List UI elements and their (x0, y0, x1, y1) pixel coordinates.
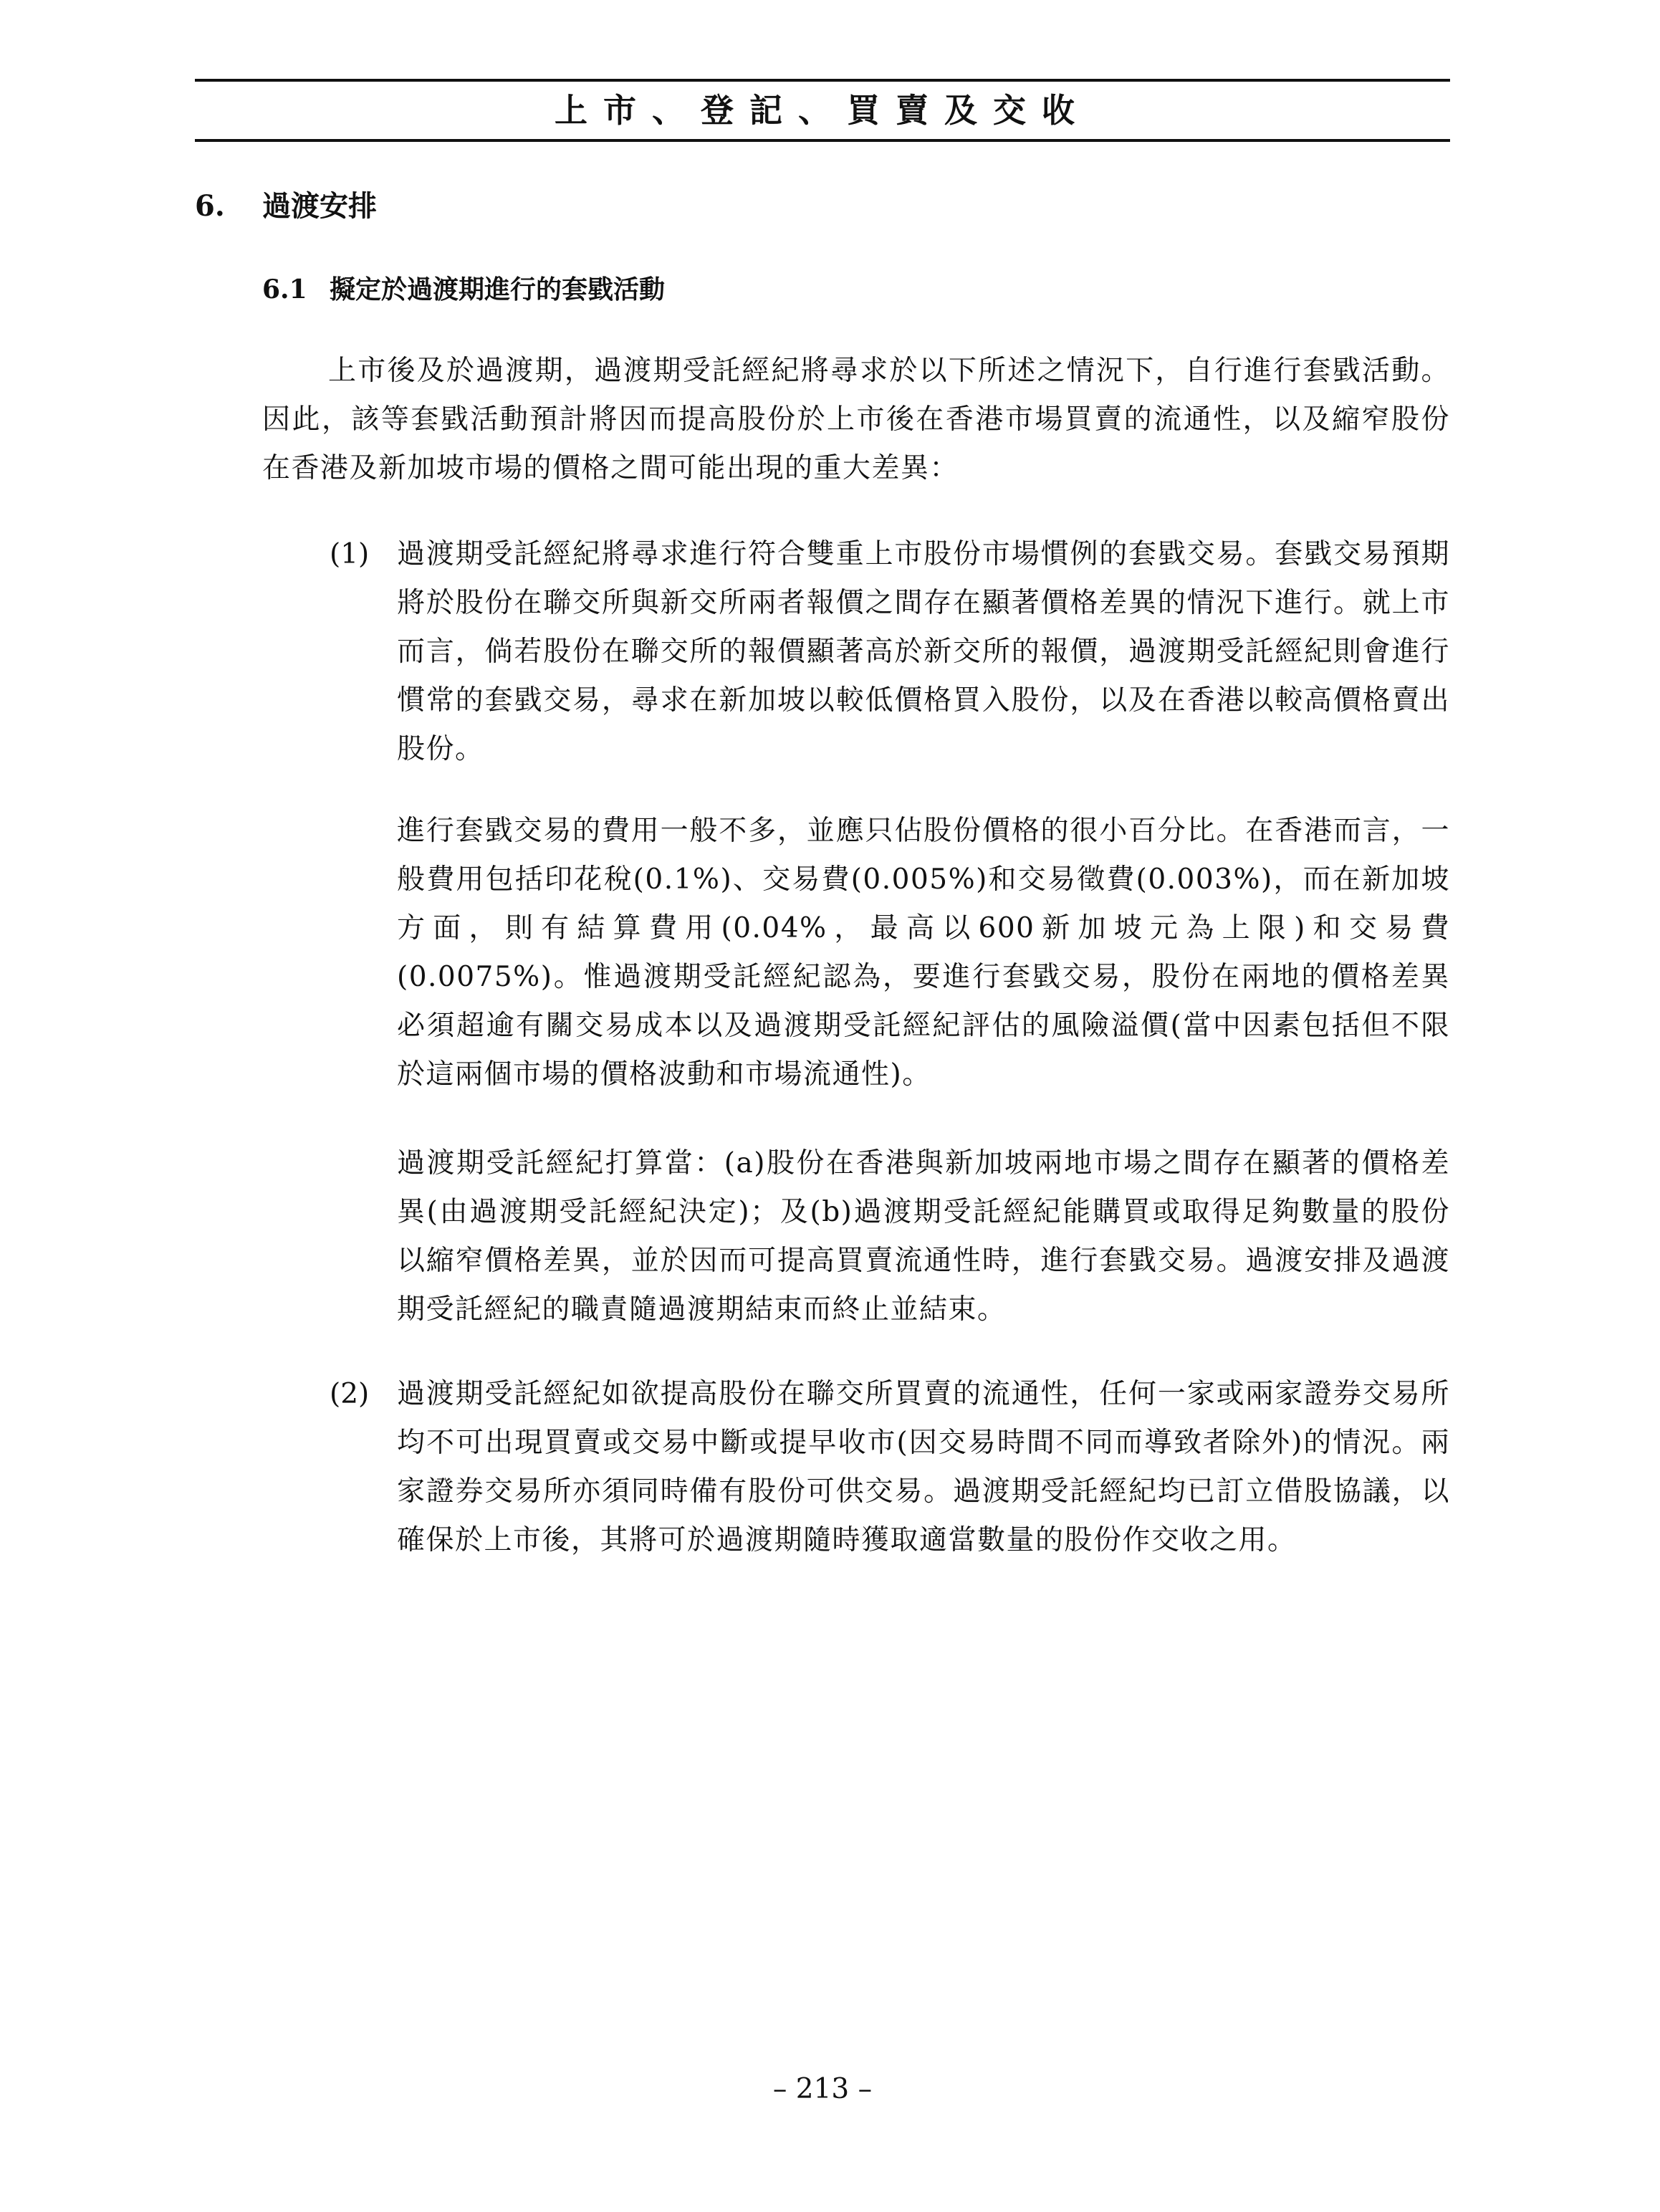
header-rule-bottom (195, 139, 1450, 142)
list-item-paragraph: 過渡期受託經紀如欲提高股份在聯交所買賣的流通性，任何一家或兩家證券交易所均不可出現買賣或交易中斷或提早收市(因交易時間不同而導致者除外)的情況。兩家證券交易所亦須同時備有股份可供交易。過渡期受託經紀均已訂立借股協議，以確保於上市後，其將可於過渡期隨時獲取適當數量的股份作交收之用。 (397, 1378, 1450, 1556)
list-item-paragraph: 進行套戥交易的費用一般不多，並應只佔股份價格的很小百分比。在香港而言，一般費用包括印花稅(0.1%)、交易費(0.005%)和交易徵費(0.003%)，而在新加坡方面，則有結算費用(0.04%，最高以600新加坡元為上限)和交易費(0.0075%)。惟過渡期受託經紀認為，要進行套戥交易，股份在兩地的價格差異必須超逾有關交易成本以及過渡期受託經紀評估的風險溢價(當中因素包括但不限於這兩個市場的價格波動和市場流通性)。 (397, 815, 1450, 1091)
list-item-paragraph: 過渡期受託經紀打算當：(a)股份在香港與新加坡兩地市場之間存在顯著的價格差異(由過渡期受託經紀決定)；及(b)過渡期受託經紀能購買或取得足夠數量的股份以縮窄價格差異，並於因而可提高買賣流通性時，進行套戥交易。過渡安排及過渡期受託經紀的職責隨過渡期結束而終止並結束。 (397, 1147, 1450, 1326)
list-item-marker: (1) (330, 538, 370, 570)
page-number: – 213 – (772, 2073, 873, 2105)
subsection-title: 擬定於過渡期進行的套戥活動 (330, 274, 666, 305)
section-title: 過渡安排 (262, 189, 377, 223)
subsection-number: 6.1 (262, 274, 307, 305)
intro-paragraph: 上市後及於過渡期，過渡期受託經紀將尋求於以下所述之情況下，自行進行套戥活動。因此，該等套戥活動預計將因而提高股份於上市後在香港市場買賣的流通性，以及縮窄股份在香港及新加坡市場的價格之間可能出現的重大差異： (262, 355, 1450, 484)
running-header: 上市、登記、買賣及交收 (555, 91, 1090, 130)
subsection-heading (262, 269, 665, 310)
section-heading (195, 185, 377, 228)
list-item-paragraph: 過渡期受託經紀將尋求進行符合雙重上市股份市場慣例的套戥交易。套戥交易預期將於股份在聯交所與新交所兩者報價之間存在顯著價格差異的情況下進行。就上市而言，倘若股份在聯交所的報價顯著高於新交所的報價，過渡期受託經紀則會進行慣常的套戥交易，尋求在新加坡以較低價格買入股份，以及在香港以較高價格賣出股份。 (397, 538, 1450, 765)
list-item-marker: (2) (330, 1378, 370, 1410)
section-number: 6. (195, 189, 225, 223)
